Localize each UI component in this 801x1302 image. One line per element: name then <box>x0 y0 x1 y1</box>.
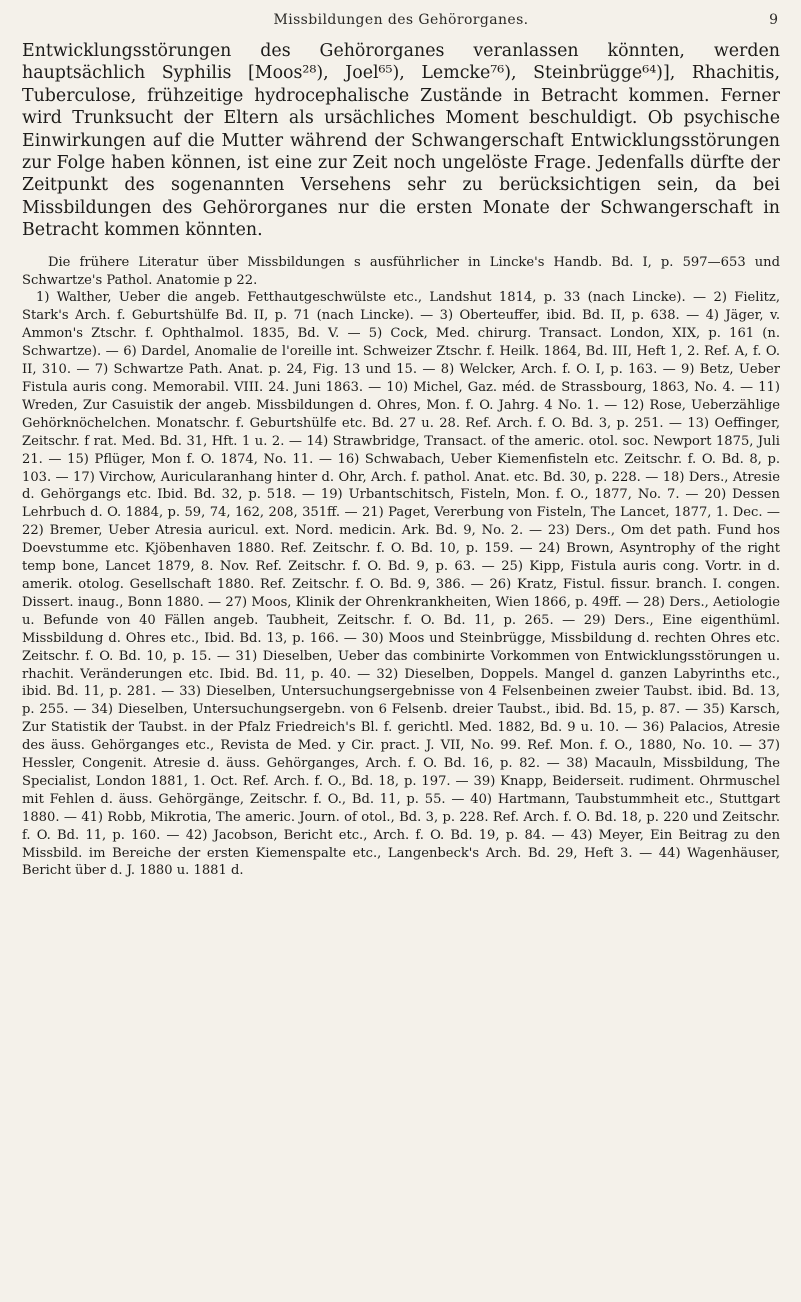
page-number: 9 <box>769 12 778 28</box>
running-head <box>22 8 780 32</box>
references-list: 1) Walther, Ueber die angeb. Fetthautgeschwülste etc., Landshut 1814, p. 33 (nach Lincke). — 2) Fielitz, Stark's Arch. f. Geburtshülfe Bd. II, p. 71 (nach Lincke). — 3) Oberteuffer, ibid. Bd. II, p. 638. — 4) Jäger, v. Ammon's Ztschr. f. Ophthalmol. 1835, Bd. V. — 5) Cock, Med. chirurg. Transact. London, XIX, p. 161 (n. Schwartze). — 6) Dardel, Anomalie de l'oreille int. Schweizer Ztschr. f. Heilk. 1864, Bd. III, Heft 1, 2. Ref. A, f. O. II, 310. — 7) Schwartze Path. Anat. p. 24, Fig. 13 und 15. — 8) Welcker, Arch. f. O. I, p. 163. — 9) Betz, Ueber Fistula auris cong. Memorabil. VIII. 24. Juni 1863. — 10) Michel, Gaz. méd. de Strassbourg, 1863, No. 4. — 11) Wreden, Zur Casuistik der angeb. Missbildungen d. Ohres, Mon. f. O. Jahrg. 4 No. 1. — 12) Rose, Ueberzählige Gehörknöchelchen. Monatschr. f. Geburtshülfe etc. Bd. 27 u. 28. Ref. Arch. f. O. Bd. 3, p. 251. — 13) Oeffinger, Zeitschr. f rat. Med. Bd. 31, Hft. 1 u. 2. — 14) Strawbridge, Transact. of the americ. otol. soc. Newport 1875, Juli 21. — 15) Pflüger, Mon f. O. 1874, No. 11. — 16) Schwabach, Ueber Kiemenfisteln etc. Zeitschr. f. O. Bd. 8, p. 103. — 17) Virchow, Auricularanhang hinter d. Ohr, Arch. f. pathol. Anat. etc. Bd. 30, p. 228. — 18) Ders., Atresie d. Gehörgangs etc. Ibid. Bd. 32, p. 518. — 19) Urbantschitsch, Fisteln, Mon. f. O., 1877, No. 7. — 20) Dessen Lehrbuch d. O. 1884, p. 59, 74, 162, 208, 351ff. — 21) Paget, Vererbung von Fisteln, The Lancet, 1877, 1. Dec. — 22) Bremer, Ueber Atresia auricul. ext. Nord. medicin. Ark. Bd. 9, No. 2. — 23) Ders., Om det path. Fund hos Doevstumme etc. Kjöbenhaven 1880. Ref. Zeitschr. f. O. Bd. 10, p. 159. — 24) Brown, Asyntrophy of the right temp bone, Lancet 1879, 8. Nov. Ref. Zeitschr. f. O. Bd. 9, p. 63. — 25) Kipp, Fistula auris cong. Vortr. in d. amerik. otolog. Gesellschaft 1880. Ref. Zeitschr. f. O. Bd. 9, 386. — 26) Kratz, Fistul. fissur. branch. I. congen. Dissert. inaug., Bonn 1880. — 27) Moos, Klinik der Ohrenkrankheiten, Wien 1866, p. 49ff. — 28) Ders., Aetiologie u. Befunde von 40 Fällen angeb. Taubheit, Zeitschr. f. O. Bd. 11, p. 265. — 29) Ders., Eine eigenthüml. Missbildung d. Ohres etc., Ibid. Bd. 13, p. 166. — 30) Moos und Steinbrügge, Missbildung d. rechten Ohres etc. Zeitschr. f. O. Bd. 10, p. 15. — 31) Dieselben, Ueber das combinirte Vorkommen von Entwicklungsstörungen u. rhachit. Veränderungen etc. Ibid. Bd. 11, p. 40. — 32) Dieselben, Doppels. Mangel d. ganzen Labyrinths etc., ibid. Bd. 11, p. 281. — 33) Dieselben, Untersuchungsergebnisse von 4 Felsenbeinen zweier Taubst. ibid. Bd. 13, p. 255. — 34) Dieselben, Untersuchungsergebn. von 6 Felsenb. dreier Taubst., ibid. Bd. 15, p. 87. — 35) Karsch, Zur Statistik der Taubst. in der Pfalz Friedreich's Bl. f. gerichtl. Med. 1882, Bd. 9 u. 10. — 36) Palacios, Atresie des äuss. Gehörganges etc., Revista de Med. y Cir. pract. J. VII, No. 99. Ref. Mon. f. O., 1880, No. 10. — 37) Hessler, Congenit. Atresie d. äuss. Gehörganges, Arch. f. O. Bd. 16, p. 82. — 38) Macauln, Missbildung, The Specialist, London 1881, 1. Oct. Ref. Arch. f. O., Bd. 18, p. 197. — 39) Knapp, Beiderseit. rudiment. Ohrmuschel mit Fehlen d. äuss. Gehörgänge, Zeitschr. f. O., Bd. 11, p. 55. — 40) Hartmann, Taubstummheit etc., Stuttgart 1880. — 41) Robb, Mikrotia, The americ. Journ. of otol., Bd. 3, p. 228. Ref. Arch. f. O. Bd. 18, p. 220 und Zeitschr. f. O. Bd. 11, p. 160. — 42) Jacobson, Bericht etc., Arch. f. O. Bd. 19, p. 84. — 43) Meyer, Ein Beitrag zu den Missbild. im Bereiche der ersten Kiemenspalte etc., Langenbeck's Arch. Bd. 29, Heft 3. — 44) Wagenhäuser, Bericht über d. J. 1880 u. 1881 d. <box>22 290 780 879</box>
main-paragraph: Entwicklungsstörungen des Gehörorganes veranlassen könnten, werden hauptsächlich Syphilis [Moos²⁸), Joel⁶⁵), Lemcke⁷⁶), Steinbrügge⁶⁴)], Rhachitis, Tuberculose, frühzeitige hydrocephalische Zustände in Betracht kommen. Ferner wird Trunksucht der Eltern als ursächliches Moment beschuldigt. Ob psychische Einwirkungen auf die Mutter während der Schwangerschaft Entwicklungsstörungen zur Folge haben können, ist eine zur Zeit noch ungelöste Frage. Jedenfalls dürfte der Zeitpunkt des sogenannten Versehens sehr zu berücksichtigen sein, da bei Missbildungen des Gehörorganes nur die ersten Monate der Schwangerschaft in Betracht kommen könnten. <box>22 41 780 241</box>
references-intro: Die frühere Literatur über Missbildungen s ausführlicher in Lincke's Handb. Bd. I, p. 597—653 und Schwartze's Pathol. Anatomie p 22. <box>22 254 780 288</box>
running-title: Missbildungen des Gehörorganes. <box>273 12 529 28</box>
book-page <box>22 8 780 880</box>
